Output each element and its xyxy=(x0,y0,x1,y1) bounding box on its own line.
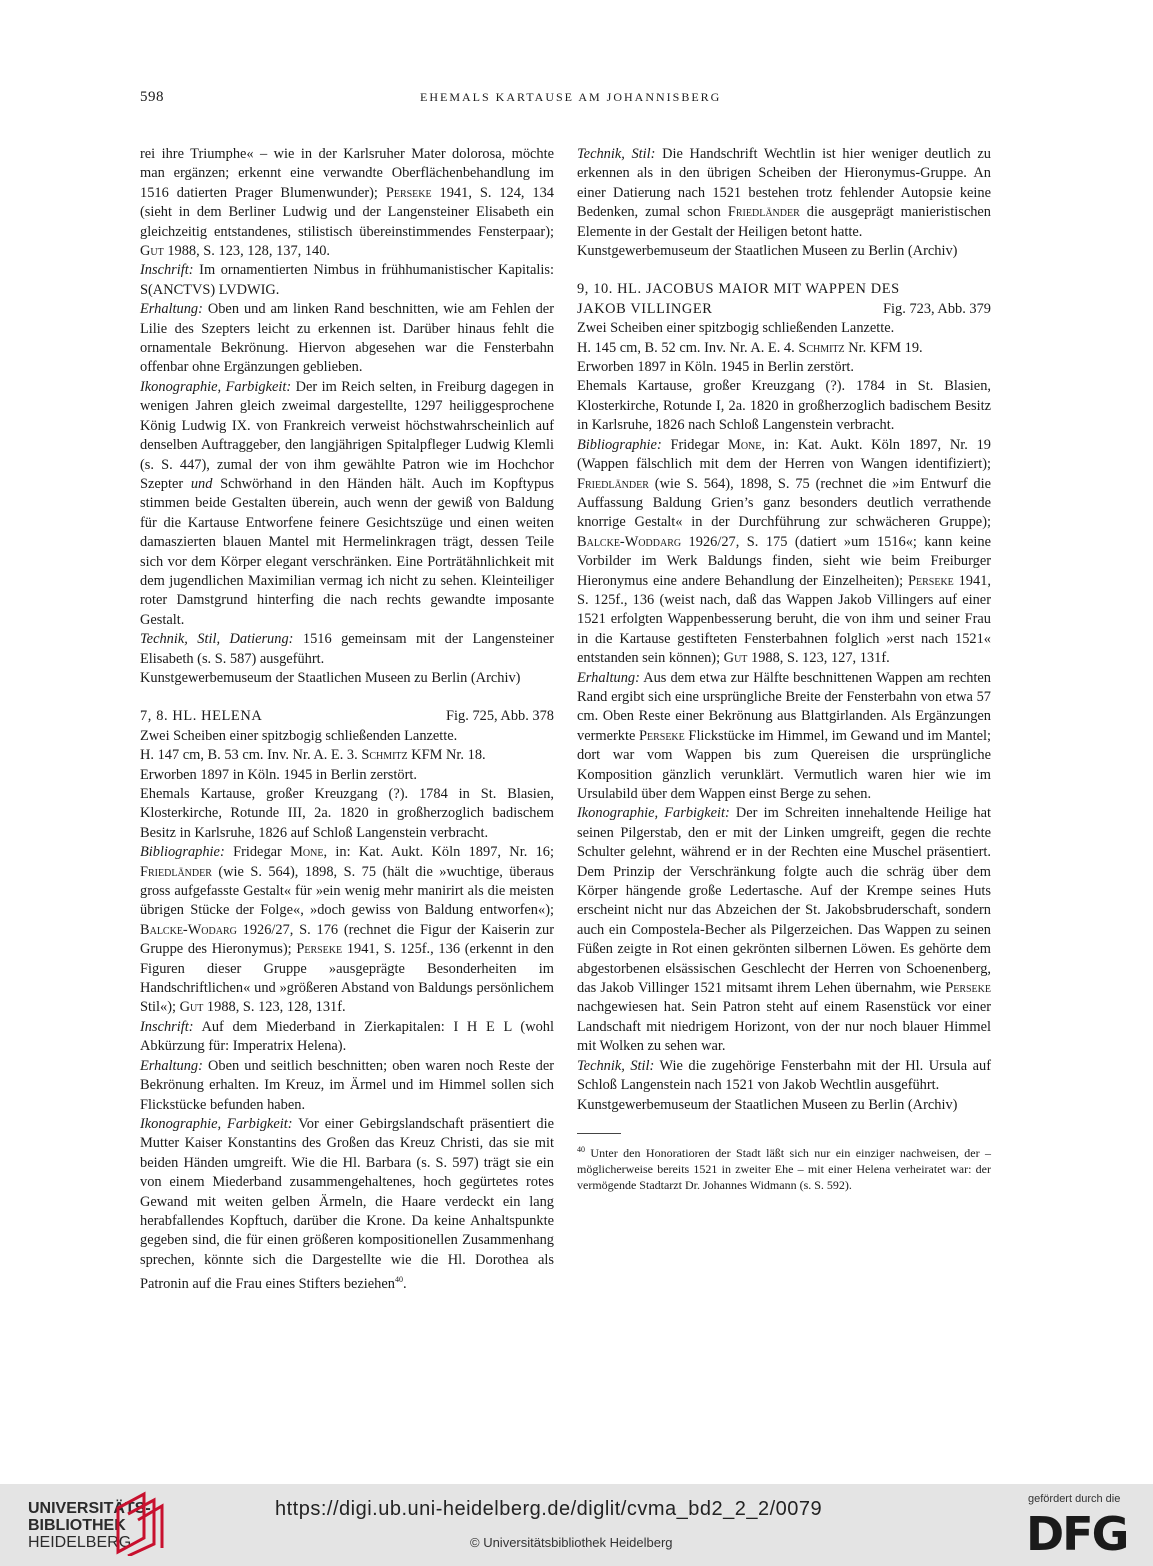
figure-reference: Fig. 725, Abb. 378 xyxy=(446,708,554,725)
running-head: EHEMALS KARTAUSE AM JOHANNISBERG xyxy=(420,90,722,104)
figure-reference: Fig. 723, Abb. 379 xyxy=(883,300,991,317)
museum-note: Kunstgewerbemuseum der Staatlichen Museen zu Berlin (Archiv) xyxy=(577,1096,958,1113)
entry-description: Zwei Scheiben einer spitzbogig schließenden Lanzette. xyxy=(577,320,895,337)
entry-bibliographie: Bibliographie: Fridegar Mone, in: Kat. Aukt. Köln 1897, Nr. 19 (Wappen fälschlich mit dem der Herren von Wangen identifiziert); Friedländer (wie S. 564), 1898, S. 75 (rechnet die »im Entwurf die Auffassung Baldung Grien’s ganz besonders deutlich verrathende knorrige Gestalt« in der Durchführung zur schwächeren Gruppe); Balcke-Woddarg 1926/27, S. 175 (datiert »um 1516«; kann keine Vorbilder im Werk Baldungs finden, sieht wie beim Freiburger Hieronymus eine andere Behandlung der Einzelheiten); Perseke 1941, S. 125f., 136 (weist nach, daß das Wappen Jakob Villingers auf einer 1521 erfolgten Wappenbesserung beruht, die von ihm und seiner Frau in die Kartause gestifteten Fensterbahnen folglich »erst nach 1521« entstanden sein können); Gut 1988, S. 123, 127, 131f. xyxy=(577,436,991,667)
entry-acquisition: Erworben 1897 in Köln. 1945 in Berlin zerstört. xyxy=(577,359,854,376)
ub-heidelberg-logo-icon xyxy=(114,1490,164,1556)
entry-erhaltung: Erhaltung: Oben und seitlich beschnitten; oben waren noch Reste der Bekrönung erhalten. Im Kreuz, im Ärmel und im Himmel sollen sich Flickstücke befunden haben. xyxy=(140,1057,554,1113)
svg-text:DFG: DFG xyxy=(1026,1510,1128,1554)
copyright-notice: © Universitätsbibliothek Heidelberg xyxy=(470,1535,673,1550)
entry-title-line-1: 9, 10. HL. JACOBUS MAIOR MIT WAPPEN DES xyxy=(577,281,900,298)
dfg-funding-note: gefördert durch die xyxy=(1028,1493,1121,1505)
entry-heading-helena xyxy=(140,707,554,726)
paragraph-technik: Technik, Stil, Datierung: 1516 gemeinsam mit der Langensteiner Elisabeth (s. S. 587) ausgeführt. xyxy=(140,631,554,667)
museum-note: Kunstgewerbemuseum der Staatlichen Museen zu Berlin (Archiv) xyxy=(577,243,958,260)
dfg-logo-icon xyxy=(1026,1510,1138,1554)
permalink-url[interactable]: https://digi.ub.uni-heidelberg.de/diglit/cvma_bd2_2_2/0079 xyxy=(275,1498,823,1520)
right-column xyxy=(577,145,991,1193)
entry-dimensions: H. 145 cm, B. 52 cm. Inv. Nr. A. E. 4. Schmitz Nr. KFM 19. xyxy=(577,339,923,356)
entry-dimensions: H. 147 cm, B. 53 cm. Inv. Nr. A. E. 3. Schmitz KFM Nr. 18. xyxy=(140,747,486,764)
entry-technik: Technik, Stil: Wie die zugehörige Fensterbahn mit der Hl. Ursula auf Schloß Langenstein nach 1521 von Jakob Wechtlin ausgeführt. xyxy=(577,1057,991,1094)
left-column xyxy=(140,145,554,1294)
entry-provenance: Ehemals Kartause, großer Kreuzgang (?). 1784 in St. Blasien, Klosterkirche, Rotunde I, 2a. 1820 in großherzoglich badischem Besitz in Karlsruhe, 1826 nach Schloß Langenstein verbracht. xyxy=(577,378,991,434)
footnote: $^{40}$ Unter den Honoratioren der Stadt läßt sich nur ein einziger nachweisen, der – möglicherweise bereits 1521 in zweiter Ehe – mit einer Helena verheiratet war: der vermögende Stadtarzt Dr. Johannes Widmann (s. S. 592). xyxy=(577,1144,991,1192)
entry-ikonographie: Ikonographie, Farbigkeit: Der im Schreiten innehaltende Heilige hat seinen Pilgerstab, den er mit der Linken umgreift, gegen die rechte Schulter gelehnt, während er in der Rechten eine Muschel präsentiert. Dem Prinzip der Verschränkung folgte auch die schräg über dem Körper hängende große Ledertasche. Auf der Krempe seines Huts erscheint nicht nur das Abzeichen der St. Jakobsbruderschaft, sondern auch ein Compostela-Becher als Pilgerzeichen. Das Wappen zu seinen Füßen zeigte in Rot einen gekrönten silbernen Löwen. Es gehörte dem abgestorbenen elsässischen Geschlecht der Herren von Schoenenberg, das Jakob Villinger 1521 mitsamt ihrem Lehen übernahm, wie Perseke nachgewiesen hat. Sein Patron steht auf einem Rasenstück vor einer Landschaft mit niedrigem Horizont, von der nur noch blauer Himmel mit Wolken zu sehen war. xyxy=(577,805,991,1055)
entry-title-line-2: JAKOB VILLINGER xyxy=(577,300,713,317)
museum-note: Kunstgewerbemuseum der Staatlichen Museen zu Berlin (Archiv) xyxy=(140,669,521,686)
paragraph-erhaltung: Erhaltung: Oben und am linken Rand beschnitten, wie am Fehlen der Lilie des Szepters leicht zu erkennen ist. Darüber hinaus fehlt die ornamentale Bekrönung. Hiervon abgesehen war die Fensterbahn offenbar ohne Ergänzungen geblieben. xyxy=(140,301,554,376)
footnote-reference[interactable]: 40 xyxy=(394,1275,403,1285)
entry-inschrift: Inschrift: Auf dem Miederband in Zierkapitalen: I H E L (wohl Abkürzung für: Imperatrix Helena). xyxy=(140,1018,554,1055)
paragraph-technik-stil: Technik, Stil: Die Handschrift Wechtlin ist hier weniger deutlich zu erkennen als in den übrigen Scheiben der Hieronymus-Gruppe. An einer Datierung nach 1521 bestehen trotz fehlender Autopsie keine Bedenken, zumal schon Friedländer die ausgeprägt manieristischen Elemente in der Gestalt der Heiligen betont hatte. xyxy=(577,146,991,240)
paragraph-inschrift: Inschrift: Im ornamentierten Nimbus in frühhumanistischer Kapitalis: S(ANCTVS) LVDWIG. xyxy=(140,262,554,298)
paragraph-bibliography-continued: rei ihre Triumphe« – wie in der Karlsruher Mater dolorosa, möchte man ergänzen; erkennt eine verwandte Oberflächenbehandlung im 1516 datierten Prager Blumenwunder); Perseke 1941, S. 124, 134 (sieht in dem Berliner Ludwig und der Langensteiner Elisabeth ein gleichzeitig entstandenes, stilistisch übereinstimmendes Fensterpaar); Gut 1988, S. 123, 128, 137, 140. xyxy=(140,146,554,260)
entry-provenance: Ehemals Kartause, großer Kreuzgang (?). 1784 in St. Blasien, Klosterkirche, Rotunde III, 2a. 1820 in großherzoglich badischem Besitz in Karlsruhe, 1826 auf Schloß Langenstein verbracht. xyxy=(140,786,554,841)
page-number: 598 xyxy=(140,89,164,105)
ub-heidelberg-wordmark[interactable]: UNIVERSITÄTS- BIBLIOTHEK HEIDELBERG xyxy=(28,1500,151,1551)
entry-bibliographie: Bibliographie: Fridegar Mone, in: Kat. Aukt. Köln 1897, Nr. 16; Friedländer (wie S. 564), 1898, S. 75 (hält die »wuchtige, überaus gross aufgefasste Gestalt« für »ein wenig mehr manirirt als die meisten übrigen Stücke der Folge«, »doch gewiss von Baldung entworfen«); Balcke-Wodarg 1926/27, S. 176 (rechnet die Figur der Kaiserin zur Gruppe des Hieronymus); Perseke 1941, S. 125f., 136 (erkennt in den Figuren dieser Gruppe »ausgeprägte Besonderheiten im Handschriftlichen« und »größeren Abstand von Baldungs persönlichem Stil«); Gut 1988, S. 123, 128, 131f. xyxy=(140,844,554,1016)
entry-acquisition: Erworben 1897 in Köln. 1945 in Berlin zerstört. xyxy=(140,766,417,783)
footer-bar xyxy=(0,1484,1153,1566)
entry-description: Zwei Scheiben einer spitzbogig schließenden Lanzette. xyxy=(140,727,458,744)
entry-erhaltung: Erhaltung: Aus dem etwa zur Hälfte beschnittenen Wappen am rechten Rand ergibt sich eine ursprüngliche Breite der Fensterbahn von etwa 57 cm. Oben Reste einer Bekrönung aus Blattgirlanden. Als Ergänzungen vermerkte Perseke Flickstücke im Himmel, im Gewand und im Mantel; dort war vom Wappen bis zum Quereisen die ursprüngliche Komposition gänzlich verunklärt. Vermutlich waren hier wie im Ursulabild über dem Wappen einst Berge zu sehen. xyxy=(577,669,991,802)
footnote-divider xyxy=(577,1133,621,1134)
paragraph-ikonographie: Ikonographie, Farbigkeit: Der im Reich selten, in Freiburg dagegen in wenigen Jahren gleich zweimal dargestellte, 1297 heiliggesprochene König Ludwig IX. von Frankreich verweist höchstwahrscheinlich auf denselben Auftraggeber, den langjährigen Spitalpfleger Ludwig Klemli (s. S. 447), zumal der von ihm gewählte Patron wie im Hochchor Szepter und Schwörhand in den Händen hält. Auch im Kopftypus stimmen beide Gestalten überein, auch wenn der gewiß von Baldung für die Kartause Entworfene feinere Gesichtszüge und einen weiten damaszierten blauen Mantel mit Hermelinkragen trägt, dessen Teile sich vor dem Körper elegant verschränken. Eine Porträtähnlichkeit mit dem jugendlichen Maximilian vermag ich nicht zu sehen. Kleinteiliger roter Damstgrund hinterfing die nach rechts gewandte imposante Gestalt. xyxy=(140,378,555,628)
footnote-number: 40 xyxy=(577,1144,585,1154)
entry-title: 7, 8. HL. HELENA xyxy=(140,708,263,725)
entry-heading-jacobus xyxy=(577,280,991,319)
entry-ikonographie: Ikonographie, Farbigkeit: Vor einer Gebirgslandschaft präsentiert die Mutter Kaiser Konstantins des Großen das Kreuz Christi, das sie mit beiden Händen umgreift. Wie die Hl. Barbara (s. S. 597) trägt sie ein von einem Miederband zusammengehaltenes, hoch gegürtetes rotes Gewand mit weiten gelben Ärmeln, die Haare verdeckt ein lang herabfallendes Kopftuch, darüber die Krone. Da keine Anhaltspunkte gegeben sind, die für einen größeren kompositionellen Zusammenhang sprechen, könnte sich die Dargestellte wie die Hl. Dorothea als Patronin auf die Frau eines Stifters beziehen$^{40}$. xyxy=(140,1115,554,1292)
